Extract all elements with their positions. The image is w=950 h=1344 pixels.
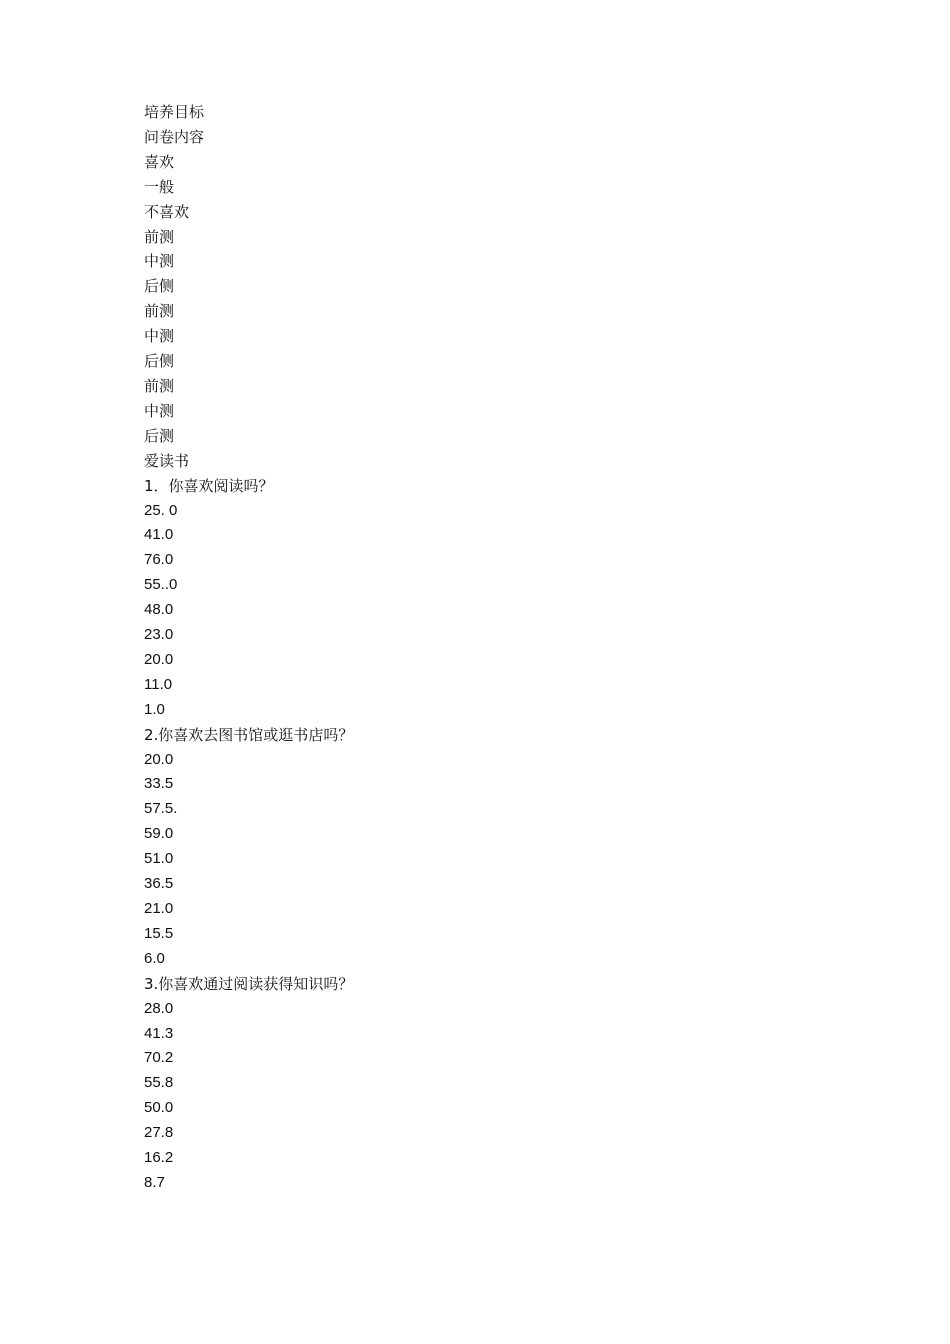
value-cell: 28.0	[144, 999, 174, 1017]
column-pre-test: 前测	[144, 376, 175, 395]
column-mid-test: 中测	[144, 401, 175, 420]
value-cell: 6.0	[144, 949, 165, 967]
heading-training-goal: 培养目标	[144, 103, 205, 121]
column-post-test: 后侧	[144, 277, 175, 296]
value-cell: 59.0	[144, 825, 174, 843]
value-cell: 33.5	[144, 775, 174, 793]
question-3: 3.你喜欢通过阅读获得知识吗？	[144, 974, 354, 993]
value-cell: 25. 0	[144, 501, 178, 519]
column-post-test: 后测	[144, 426, 175, 445]
value-cell: 41.3	[144, 1024, 174, 1042]
column-mid-test: 中测	[144, 252, 175, 271]
value-cell: 55.8	[144, 1074, 174, 1092]
value-cell: 23.0	[144, 626, 174, 644]
value-cell: 27.8	[144, 1124, 174, 1142]
value-cell: 76.0	[144, 551, 174, 569]
value-cell: 50.0	[144, 1099, 174, 1117]
value-cell: 8.7	[144, 1173, 165, 1191]
value-cell: 48.0	[144, 601, 174, 619]
question-2: 2.你喜欢去图书馆或逛书店吗？	[144, 725, 354, 744]
value-cell: 15.5	[144, 924, 174, 942]
column-mid-test: 中测	[144, 327, 175, 346]
value-cell: 57.5.	[144, 800, 178, 818]
column-like: 喜欢	[144, 152, 175, 171]
value-cell: 20.0	[144, 750, 174, 768]
column-pre-test: 前测	[144, 227, 175, 246]
column-pre-test: 前测	[144, 302, 175, 321]
column-dislike: 不喜欢	[144, 202, 190, 221]
column-neutral: 一般	[144, 177, 175, 196]
value-cell: 20.0	[144, 650, 174, 668]
value-cell: 41.0	[144, 526, 174, 544]
value-cell: 11.0	[144, 675, 173, 693]
goal-love-reading: 爱读书	[144, 451, 190, 470]
value-cell: 1.0	[144, 700, 165, 718]
question-1: 1．你喜欢阅读吗？	[144, 476, 274, 495]
document-page	[144, 100, 844, 1196]
value-cell: 21.0	[144, 900, 174, 917]
value-cell: 16.2	[144, 1149, 174, 1167]
column-post-test: 后侧	[144, 352, 175, 371]
value-cell: 70.2	[144, 1049, 174, 1067]
heading-questionnaire-content: 问卷内容	[144, 127, 205, 146]
value-cell: 55..0	[144, 576, 178, 594]
value-cell: 36.5	[144, 875, 174, 893]
value-cell: 51.0	[144, 850, 174, 868]
